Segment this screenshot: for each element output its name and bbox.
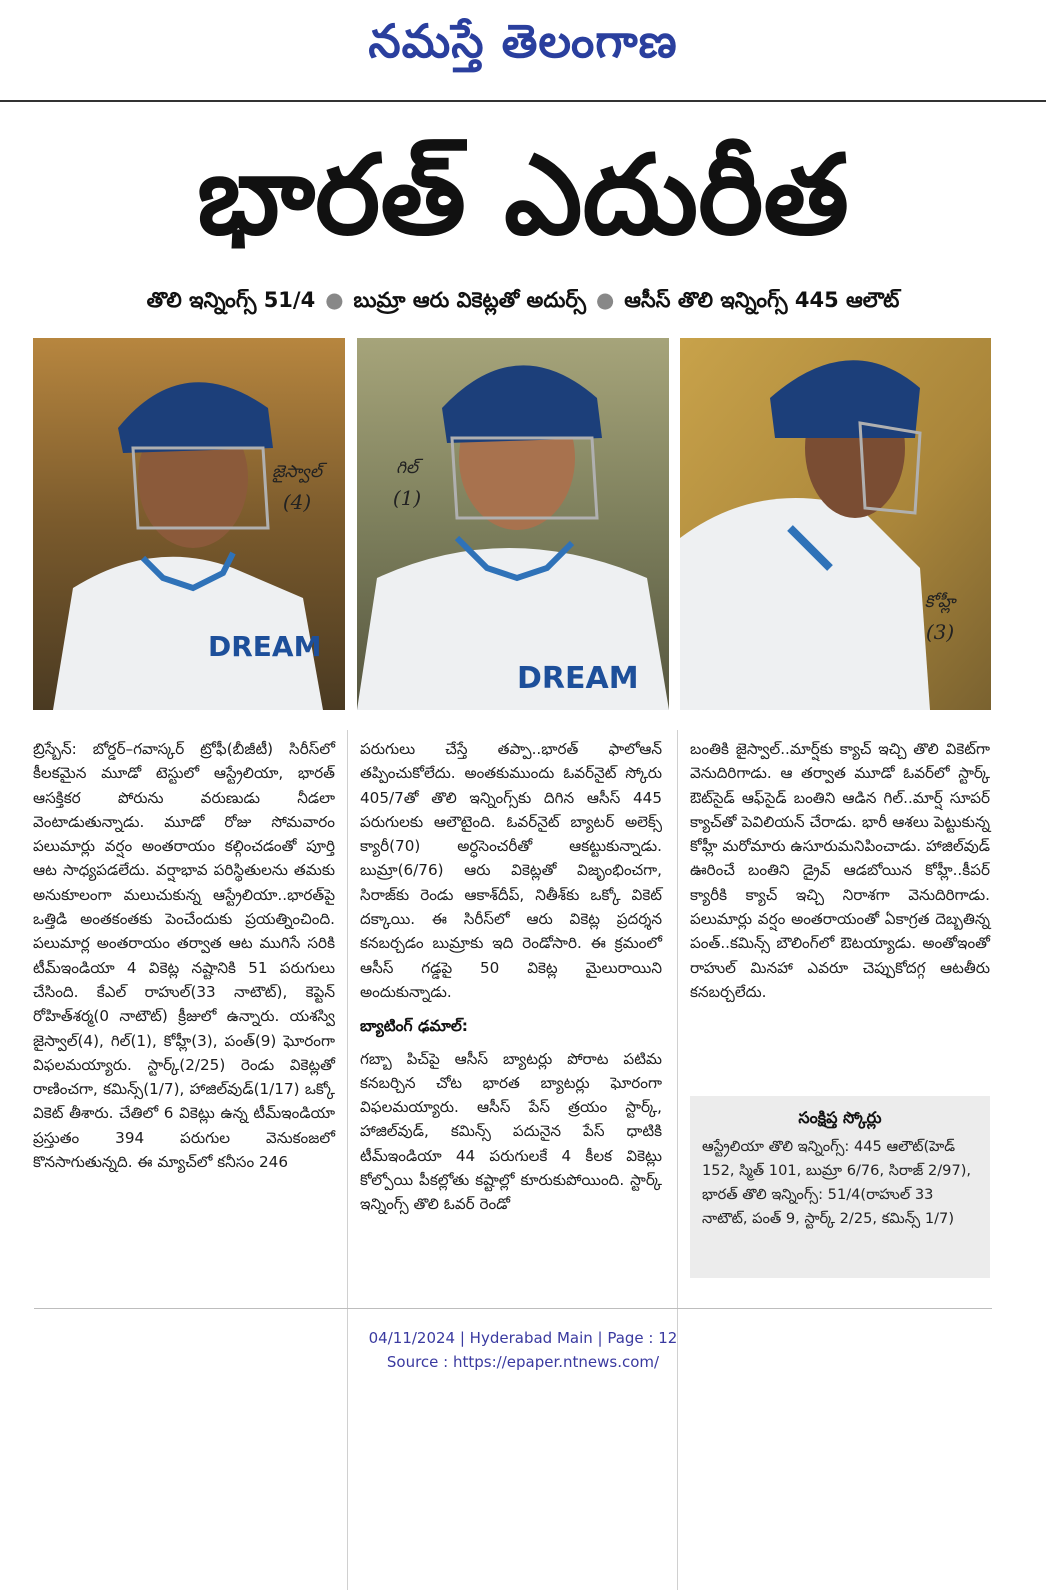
- svg-text:DREAM: DREAM: [208, 630, 322, 663]
- column-divider: [677, 730, 678, 1590]
- photo-kohli: [680, 338, 991, 710]
- section-heading: బ్యాటింగ్ ఢమాల్:: [360, 1017, 469, 1036]
- masthead-rule: [0, 100, 1046, 102]
- column-divider: [347, 730, 348, 1590]
- player-name: జైస్వాల్: [272, 462, 322, 482]
- article-column-3: [690, 737, 990, 1004]
- article-paragraph: పరుగులు చేస్తే తప్పా..భారత్ ఫాలోఆన్ తప్పించుకోలేదు. అంతకుముందు ఓవర్‌నైట్ స్కోరు 405/7తో తొలి ఇన్నింగ్స్‌కు దిగిన ఆసీస్ 445 పరుగులకు ఆలౌటైంది. ఓవర్‌నైట్ బ్యాటర్ అలెక్స్ క్యారీ(70) అర్ధసెంచరీతో ఆకట్టుకున్నాడు. బుమ్రా(6/76) ఆరు వికెట్లతో విజృంభించగా, సిరాజ్‌కు రెండు ఆకాశ్‌దీప్, నితీశ్‌కు ఒక్కో వికెట్ దక్కాయి. ఈ సిరీస్‌లో ఆరు వికెట్ల ప్రదర్శన కనబర్చడం బుమ్రాకు ఇది రెండోసారి. ఈ క్రమంలో ఆసీస్ గడ్డపై 50 వికెట్ల మైలురాయిని అందుకున్నాడు.: [360, 740, 662, 1001]
- subhead-item: బుమ్రా ఆరు వికెట్లతో అదుర్స్: [353, 288, 586, 312]
- bullet-icon: ●: [325, 288, 344, 312]
- photo-caption-kohli: [900, 592, 980, 644]
- player-score: (1): [392, 486, 422, 510]
- footer-date-edition: 04/11/2024 | Hyderabad Main | Page : 12: [368, 1329, 678, 1347]
- article-paragraph: బంతికి జైస్వాల్..మార్ష్‌కు క్యాచ్ ఇచ్చి తొలి వికెట్‌గా వెనుదిరిగాడు. ఆ తర్వాత మూడో ఓవర్‌లో స్టార్క్ ఔట్‌సైడ్ ఆఫ్‌సైడ్ బంతిని ఆడిన గిల్..మార్ష్ సూపర్ క్యాచ్‌తో పెవిలియన్ చేరాడు. భారీ ఆశలు పెట్టుకున్న కోహ్లీ మరోమారు ఉసూరుమనిపించాడు. హాజిల్‌వుడ్ ఊరించే బంతిని డ్రైవ్ ఆడబోయిన కోహ్లీ..కీపర్ క్యారీకి క్యాచ్ ఇచ్చి నిరాశగా వెనుదిరిగాడు. పలుమార్లు వర్షం అంతరాయంతో ఏకాగ్రత దెబ్బతిన్న పంత్..కమిన్స్ బౌలింగ్‌లో ఔటయ్యాడు. అంతోఇంతో రాహుల్ మినహా ఎవరూ చెప్పుకోదగ్గ ఆటతీరు కనబర్చలేదు.: [690, 740, 990, 1001]
- subhead-item: తొలి ఇన్నింగ్స్ 51/4: [146, 288, 316, 312]
- bullet-icon: ●: [595, 288, 615, 312]
- article-paragraph: బ్రిస్బేన్: బోర్డర్–గవాస్కర్ ట్రోఫీ(బీజీటీ) సిరీస్‌లో కీలకమైన మూడో టెస్టులో ఆస్ట్రేలియా, భారత్ ఆసక్తికర పోరును వరుణుడు నీడలా వెంటాడుతున్నాడు. మూడో రోజు సోమవారం పలుమార్లు వర్షం అంతరాయం కల్గించడంతో పూర్తి ఆట సాధ్యపడలేదు. వర్షాభావ పరిస్థితులను తమకు అనుకూలంగా మలుచుకున్న ఆస్ట్రేలియా..భారత్‌పై ఒత్తిడి అంతకంతకు పెంచేందుకు ప్రయత్నించింది. పలుమార్ల అంతరాయం తర్వాత ఆట ముగిసే సరికి టీమ్‌ఇండియా 4 వికెట్ల నష్టానికి 51 పరుగులు చేసింది. కేఎల్ రాహుల్(33 నాటౌట్), కెప్టెన్ రోహిత్‌శర్మ(0 నాటౌట్) క్రీజులో ఉన్నారు. యశస్వి జైస్వాల్(4), గిల్(1), కోహ్లీ(3), పంత్(9) ఘోరంగా విఫలమయ్యారు. స్టార్క్(2/25) రెండు వికెట్లతో రాణించగా, కమిన్స్(1/7), హాజిల్‌వుడ్(1/17) ఒక్కో వికెట్ తీశారు. చేతిలో 6 వికెట్లు ఉన్న టీమ్‌ఇండియా ప్రస్తుతం 394 పరుగుల వెనుకంజలో కొనసాగుతున్నది. ఈ మ్యాచ్‌లో కనీసం 246: [33, 740, 335, 1172]
- player-name: కోహ్లీ: [924, 592, 956, 612]
- score-summary-box: [690, 1096, 990, 1278]
- footer-source-link[interactable]: Source : https://epaper.ntnews.com/: [386, 1353, 660, 1371]
- footer-rule: [34, 1308, 992, 1309]
- headline: భారత్ ఎదురీత: [197, 131, 849, 259]
- player-score: (4): [282, 490, 312, 514]
- article-column-2: [360, 737, 662, 1217]
- article-paragraph: గబ్బా పిచ్‌పై ఆసీస్ బ్యాటర్లు పోరాట పటిమ కనబర్చిన చోట భారత బ్యాటర్లు ఘోరంగా విఫలమయ్యారు. ఆసీస్ పేస్ త్రయం స్టార్క్, హాజిల్‌వుడ్, కమిన్స్ పదునైన పేస్ ధాటికి టీమ్‌ఇండియా 44 పరుగులకే 4 కీలక వికెట్లు కోల్పోయి పీకల్లోతు కష్టాల్లో కూరుకుపోయింది. స్టార్క్ ఇన్నింగ్స్ తొలి ఓవర్ రెండో: [360, 1049, 662, 1214]
- photo-jaiswal: [33, 338, 345, 710]
- player-name: గిల్: [396, 458, 418, 478]
- subheadline: [0, 288, 1046, 318]
- subhead-item: ఆసీస్ తొలి ఇన్నింగ్స్ 445 ఆలౌట్: [624, 288, 900, 312]
- score-summary-body: ఆస్ట్రేలియా తొలి ఇన్నింగ్స్: 445 ఆలౌట్(హెడ్ 152, స్మిత్ 101, బుమ్రా 6/76, సిరాజ్ 2/97), భారత్ తొలి ఇన్నింగ్స్: 51/4(రాహుల్ 33 నాటౌట్, పంత్ 9, స్టార్క్ 2/25, కమిన్స్ 1/7): [702, 1138, 972, 1227]
- score-summary-title: సంక్షిప్త స్కోర్లు: [798, 1108, 882, 1127]
- photo-caption-jaiswal: [252, 462, 342, 514]
- player-score: (3): [925, 620, 955, 644]
- article-column-1: [33, 737, 335, 1174]
- photo-caption-gill: [372, 458, 442, 510]
- masthead-logo: నమస్తే తెలంగాణ: [368, 14, 678, 68]
- svg-text:DREAM: DREAM: [517, 661, 639, 696]
- photo-gill: [357, 338, 669, 710]
